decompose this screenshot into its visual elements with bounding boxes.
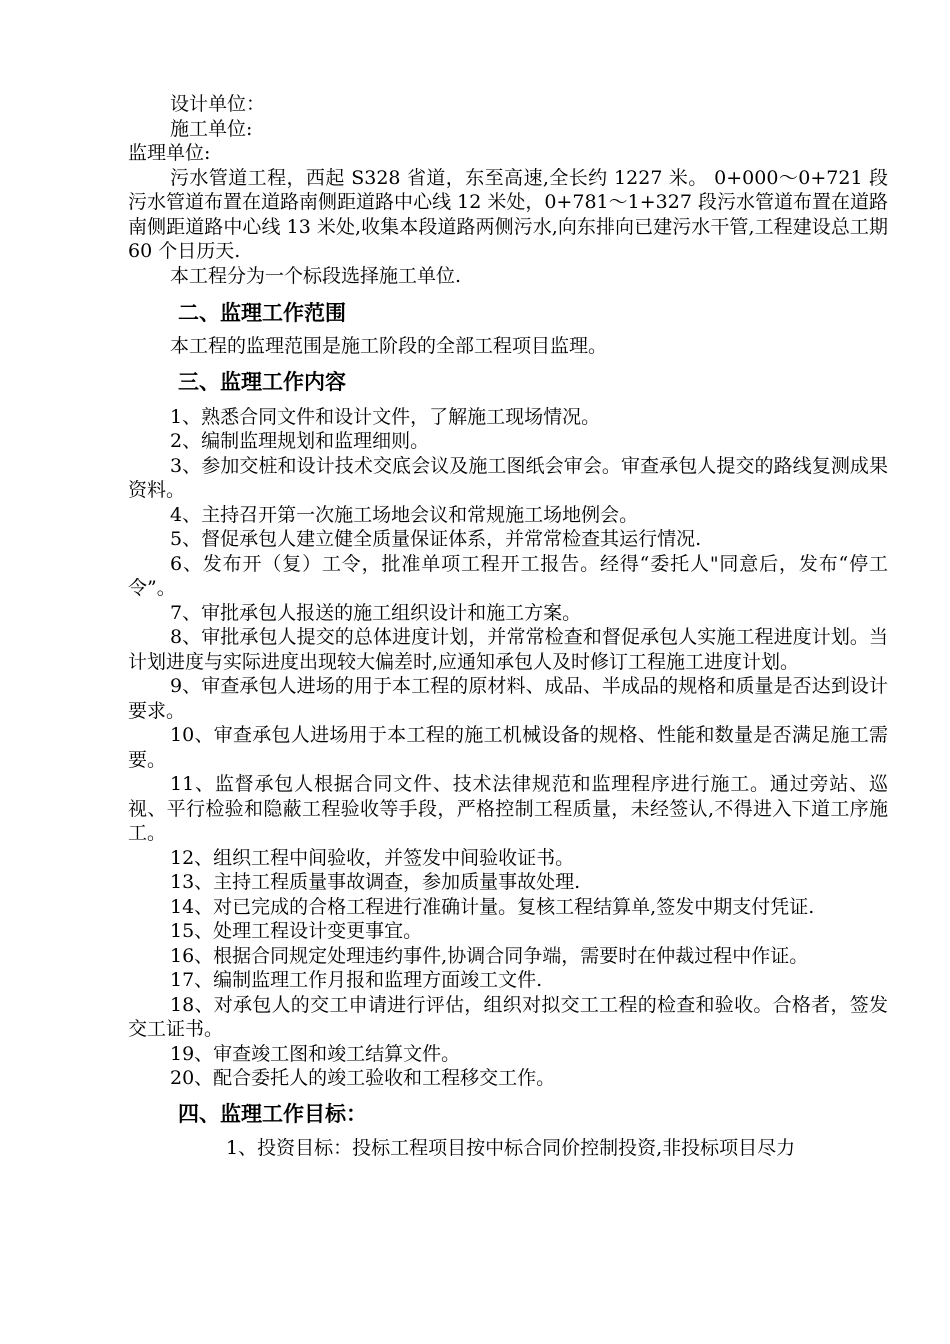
list-item: 9、审查承包人进场的用于本工程的原材料、成品、半成品的规格和质量是否达到设计要求。 xyxy=(128,675,888,722)
list-item: 8、审批承包人提交的总体进度计划，并常常检查和督促承包人实施工程进度计划。当计划进度与实际进度出现较大偏差时,应通知承包人及时修订工程施工进度计划。 xyxy=(128,626,888,673)
list-item: 7、审批承包人报送的施工组织设计和施工方案。 xyxy=(170,601,582,624)
list-item: 6、发布开（复）工令，批准单项工程开工报告。经得“委托人"同意后，发布“停工令”。 xyxy=(128,552,888,599)
overview-paragraph: 污水管道工程，西起 S328 省道，东至高速,全长约 1227 米。 0+000～0+721 段污水管道布置在道路南侧距道路中心线 12 米处，0+781～1+327 段污水管道布置在道路南侧距道路中心线 13 米处,收集本段道路两侧污水,向东排向已建污水干管,工程建设总工期 60 个日历天. xyxy=(128,166,888,262)
section-heading-content: 三、监理工作内容 xyxy=(178,370,346,394)
section-heading-scope: 二、监理工作范围 xyxy=(178,301,346,325)
list-item: 4、主持召开第一次施工场地会议和常规施工场地例会。 xyxy=(170,503,639,526)
list-item: 15、处理工程设计变更事宜。 xyxy=(170,920,423,942)
list-item: 14、对已完成的合格工程进行准确计量。复核工程结算单,签发中期支付凭证. xyxy=(170,895,815,918)
list-item: 3、参加交桩和设计技术交底会议及施工图纸会审会。审查承包人提交的路线复测成果资料。 xyxy=(128,454,888,501)
list-item: 10、审查承包人进场用于本工程的施工机械设备的规格、性能和数量是否满足施工需要。 xyxy=(128,724,888,771)
list-item: 12、组织工程中间验收，并签发中间验收证书。 xyxy=(170,846,575,869)
objective-item: 1、投资目标：投标工程项目按中标合同价控制投资,非投标项目尽力 xyxy=(226,1137,796,1159)
list-item: 16、根据合同规定处理违约事件,协调合同争端，需要时在仲裁过程中作证。 xyxy=(170,944,809,967)
tender-section-paragraph: 本工程分为一个标段选择施工单位. xyxy=(170,264,462,287)
section-heading-objectives: 四、监理工作目标： xyxy=(178,1101,367,1126)
construction-unit-line: 施工单位: xyxy=(170,117,253,140)
scope-paragraph: 本工程的监理范围是施工阶段的全部工程项目监理。 xyxy=(170,334,608,357)
list-item: 17、编制监理工作月报和监理方面竣工文件. xyxy=(170,969,543,991)
list-item: 13、主持工程质量事故调查，参加质量事故处理. xyxy=(170,871,581,893)
document-body xyxy=(128,92,888,1161)
list-item: 1、熟悉合同文件和设计文件，了解施工现场情况。 xyxy=(170,405,601,428)
list-item: 2、编制监理规划和监理细则。 xyxy=(170,430,430,452)
design-unit-line: 设计单位： xyxy=(170,93,266,115)
work-content-list xyxy=(128,405,888,1091)
list-item: 18、对承包人的交工申请进行评估，组织对拟交工工程的检查和验收。合格者，签发交工证书。 xyxy=(128,993,888,1040)
list-item: 5、督促承包人建立健全质量保证体系，并常常检查其运行情况. xyxy=(170,528,702,550)
supervision-unit-line: 监理单位: xyxy=(128,142,211,164)
list-item: 11、监督承包人根据合同文件、技术法律规范和监理程序进行施工。通过旁站、巡视、平行检验和隐蔽工程验收等手段，严格控制工程质量，未经签认,不得进入下道工序施工。 xyxy=(128,773,888,844)
list-item: 19、审查竣工图和竣工结算文件。 xyxy=(170,1042,461,1065)
list-item: 20、配合委托人的竣工验收和工程移交工作。 xyxy=(170,1067,556,1089)
